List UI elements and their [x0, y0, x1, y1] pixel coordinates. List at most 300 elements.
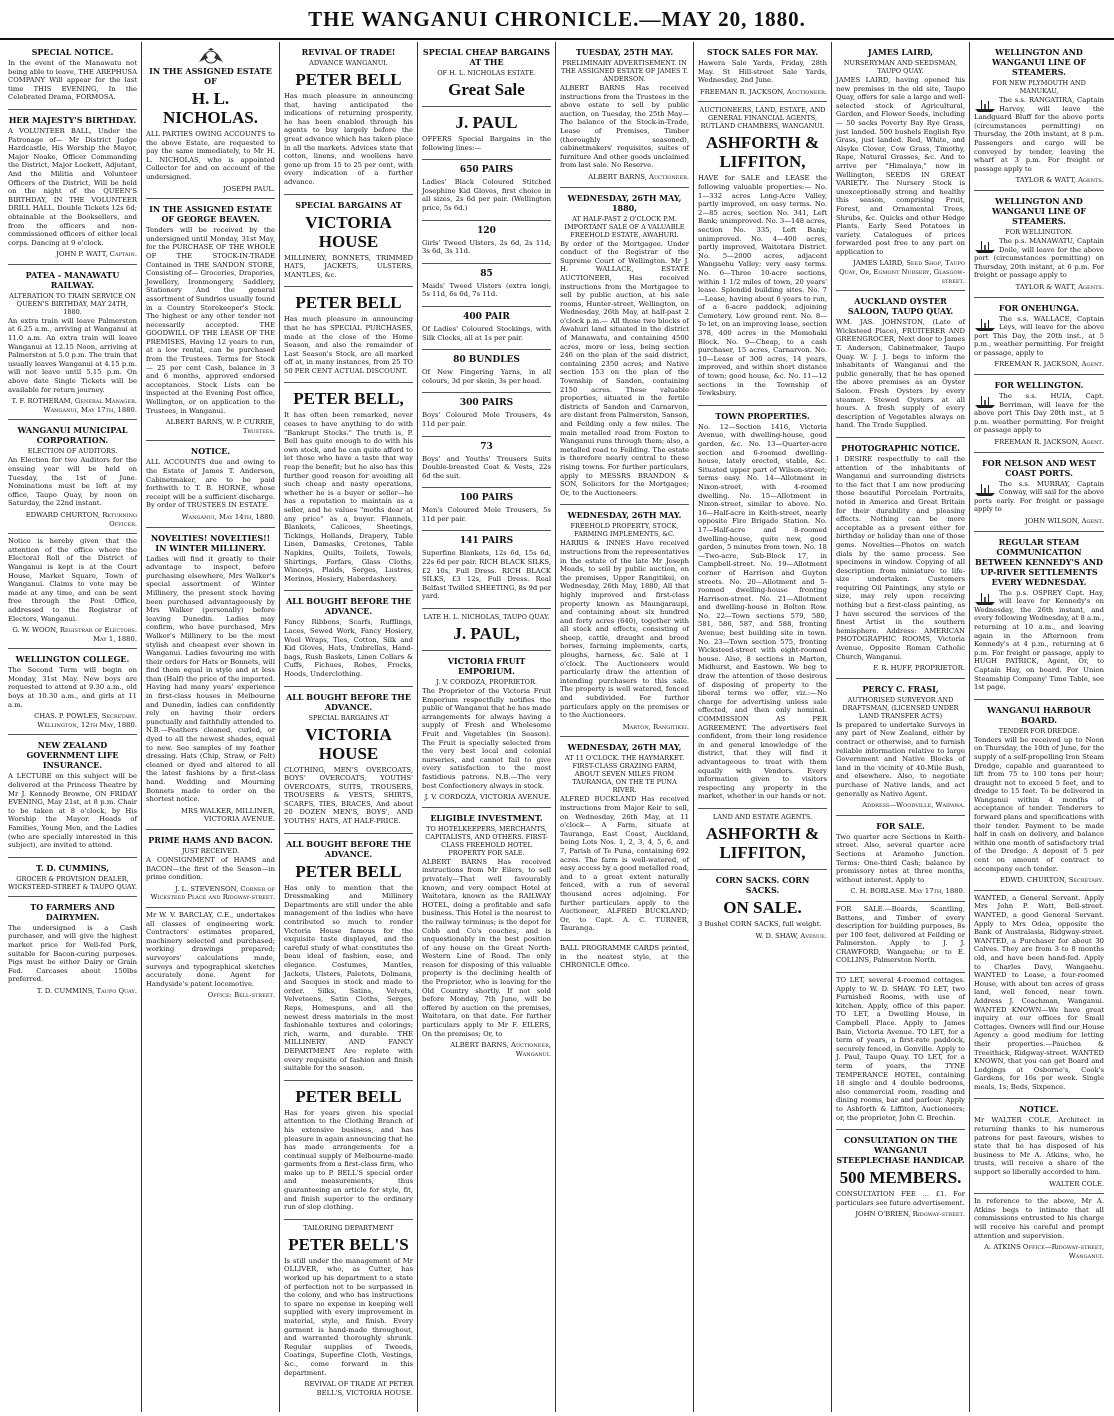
ad-signature: T. D. CUMMINS, Taupo Quay.: [36, 986, 137, 995]
advertisement: [836, 973, 965, 1130]
steamship-icon: [974, 97, 996, 113]
ad-subheading: LAND AND ESTATE AGENTS.: [712, 812, 813, 821]
ad-body: [422, 135, 551, 152]
ad-heading: TOWN PROPERTIES.: [715, 410, 810, 421]
ad-body: [146, 226, 275, 415]
ad-subheading: NURSERYMAN AND SEEDSMAN, TAUPO QUAY.: [843, 59, 958, 75]
ad-body-text: In the event of the Manawatu not being able to leave, THE AREPHUSA COMPANY Will appear for the last time THIS EVENING, In the Celebrated Drama, FORMOSA.: [8, 59, 137, 102]
advertisement: [8, 649, 137, 735]
ad-signature: Address—Woodville, Waipawa.: [862, 801, 965, 810]
advertisement: [974, 42, 1104, 191]
ad-body: [146, 911, 275, 988]
ad-signature: C. H. BORLASE. May 17th, 1880.: [850, 887, 965, 896]
ad-body-text: The s.s. WALLACE, Captain Leys, will leave for the above port This Day, the 20th inst., at 5 p.m., weather permitting. For freight or passage, apply to: [974, 314, 1104, 357]
ad-body: [422, 368, 551, 385]
ad-body: [698, 423, 827, 801]
ad-subheading: FOR NEW PLYMOUTH AND MANUKAU,: [992, 79, 1086, 95]
ad-signature: WALTER COLE.: [1049, 1179, 1104, 1188]
ad-heading: WELLINGTON COLLEGE.: [15, 654, 130, 665]
ad-body: [560, 240, 689, 498]
advertisement: [8, 420, 137, 534]
advertisement: [560, 941, 689, 977]
ad-heading: PATEA - MANAWATU RAILWAY.: [25, 269, 120, 290]
ad-signature: J. V. CORDOZA, VICTORIA AVENUE.: [424, 793, 551, 802]
column-1: [4, 42, 142, 1412]
ad-body: [836, 318, 965, 430]
ad-quantity: 100 PAIRS: [459, 493, 514, 504]
ad-display-title: VICTORIA HOUSE: [305, 212, 392, 251]
ad-signature: FREEMAN R. JACKSON, Agent.: [994, 438, 1104, 447]
ad-body: [836, 76, 965, 256]
advertisement: [836, 291, 965, 438]
advertisement: [284, 834, 413, 1081]
advertisement: [560, 737, 689, 941]
ad-signature: CHAS. P. POWLES, Secretary. Wellington, 12th May, 1880.: [34, 712, 137, 729]
ad-signature: JAMES LAIRD, Seed Shop, Taupo Quay, Or, Egmont Nursery, Glasgow-street.: [839, 259, 965, 285]
advertisement: [974, 298, 1104, 376]
column-4: [418, 42, 556, 1412]
advertisement: [836, 816, 965, 902]
ad-display-title: PETER BELL: [295, 1086, 402, 1106]
advertisement: [8, 110, 137, 265]
ad-body: [422, 282, 551, 299]
advertisement: [698, 102, 827, 405]
advertisement: [974, 191, 1104, 298]
ad-heading: ALL BOUGHT BEFORE THE ADVANCE.: [286, 838, 411, 859]
ad-signature: Marton, Rangitikei.: [622, 722, 689, 731]
advertisement: [284, 195, 413, 288]
ad-body-text: Of Ladies' Coloured Stockings, with Silk Clocks, all at 1s per pair.: [422, 324, 551, 342]
ad-body-text: MILLINERY, BONNETS, TRIMMED HATS, JACKETS, ULSTERS, MANTLES, &c.: [284, 253, 413, 279]
advertisement: [836, 438, 965, 679]
ad-body-text: An Election for two Auditors for the ensuing year will be held on Tuesday, the 1st of June. Nominations must be left at my office, Taupo Quay, by noon on Saturday, the 22nd instant.: [8, 456, 137, 508]
ad-body-text: A CONSIGNMENT of HAMS and BACON—the first of the Season—in prime condition.: [146, 855, 275, 882]
ad-quantity: 141 PAIRS: [459, 536, 514, 547]
ad-body-text: Ladies will find it greatly to their advantage to inspect, before purchasing elsewhere, Mrs Walker's special assortment of Winter Millinery, the present stock having been purchased advantageously by Mrs Walker (personally) before leaving Dunedin. Ladies may confirm, who have purchased, Mrs Walker's Millinery to be the most stylish and cheapest ever shown in Wanganui. Ladies favouring me with their orders for Hats or Bonnets, will find them equal in style and at less than (Half) the price of the imported. Having had many years' experience in first-class houses in Melbourne and Dunedin, ladies can confidently rely on having their orders punctually and faithfully attended to. N.B.—Feathers cleaned, curled, or dyed to all the newest shades, equal to new. See samples of my feather dressing. Hats (Chip, Straw, or Felt) cleaned or dyed and altered to all the latest fashions by a first-class hand. Wedding and Mourning Bonnets made to order on the shortest notice.: [146, 554, 275, 804]
ad-body: [698, 920, 827, 929]
ad-body: [8, 537, 137, 623]
ad-display-title: Great Sale: [448, 80, 525, 99]
column-7: [832, 42, 970, 1412]
ad-display-title: PETER BELL'S: [288, 1234, 409, 1254]
ad-body: [422, 239, 551, 256]
ad-heading: FOR WELLINGTON.: [994, 380, 1084, 391]
ad-body: [422, 455, 551, 481]
ad-heading: ELIGIBLE INVESTMENT.: [430, 812, 543, 823]
ad-heading: WEDNESDAY, 26TH MAY,: [567, 742, 682, 753]
ad-subheading: J. V. CORDOZA, PROPRIETOR.: [436, 678, 537, 687]
ad-display-title: J. PAUL,: [453, 624, 520, 644]
ad-body-text: HARRIS & INNES Have received instructions from the representatives in the estate of the late Mr Joseph Meads, to sell by public auction, on the premises, Upper Rangitikei, on Wednesday, 26th May, 1880, All that highly improved and first-class property known as Maungaraupi, and containing about six hundred and forty acres (640), together with all stock and effects, consisting of sheep, cattle, draught and brood horses, farming implements, carts, ploughs, harness, &c. Sale at 1 o'clock. The Auctioneers would particularly draw the attention of intending purchasers to this sale. The property is well watered, fenced and subdivided. For further particulars apply on the premises or to the Auctioneers.: [560, 539, 689, 720]
ad-subheading: AUCTIONEERS, LAND, ESTATE, AND GENERAL FINANCIAL AGENTS, RUTLAND CHAMBERS, WANGANUI.: [699, 106, 826, 131]
ad-body: [284, 1109, 413, 1212]
ad-body: [974, 589, 1104, 692]
ad-body: [698, 174, 827, 397]
ad-body-text: A VOLUNTEER BALL, Under the Patronage of— Mr District Judge Hardcastle, His Worship the Mayor, Major Noake, Officer Commanding the District, Major Lockett, Adjutant, And the Militia and Volunteer Officers of the District, Will be held on the night of the QUEEN'S BIRTHDAY, IN THE VOLUNTEER DRILL HALL. Double Tickets 12s 6d; obtainable at the Booksellers, and from the officers and non-commissioned officers of either local corps. Dancing at 9 o'clock.: [8, 126, 137, 247]
ad-body: [146, 130, 275, 182]
ad-body: [836, 721, 965, 798]
ad-body: [974, 392, 1104, 435]
ad-body-text: Is prepared to undertake Surveys in any part of New Zealand, either by contract or otherwise, and to furnish reliable information relative to large Government and Native Blocks of land in the vicinity of 40-Mile Bush, and elsewhere. Also, to negotiate purchase of Native lands, and act generally as Native Agent.: [836, 720, 965, 798]
ad-heading: NOVELTIES! NOVELTIES!! IN WINTER MILLINERY.: [150, 532, 271, 553]
ad-subheading: ELECTION OF AUDITORS.: [27, 447, 118, 456]
ad-body-text: Has for years given his special attention to the Clothing Branch of his extensive business, and has pleasure in again announcing that he has made arrangements for a continual supply of Melbourne-made garments from a first-class firm, who make up to P. BELL'S special order and measurements, thus guaranteeing an article for style, fit, and finish superior to the ordinary run of slop clothing.: [284, 1108, 413, 1212]
ad-body-text: An extra train will leave Palmerston at 6.25 a.m., arriving at Wanganui at 11.0 a.m. An extra train will leave Wanganui at 12.15 Noon, arriving at Palmerston at 5.0 p.m. The train that usually leaves Wanganui at 4.15 p.m. will not leave until 5.15 p.m. On above date Single Tickets will be available for return journey.: [8, 316, 137, 394]
advertisement: [698, 42, 827, 102]
ad-body-text: I DESIRE respectfully to call the attention of the inhabitants of Wanganui and surrounding districts to the fact that I am now producing those beautiful Porcelain Portraits, noted in America and Great Britain for their durability and pleasing effects. Nothing can be more acceptable as a present either for birthday or holiday than one of those gems. Novelties—Photos on watch dials by the same process. See specimens in window. Copying of all description from miniature to life-size undertaken. Customers requiring Oil Paintings, any style or size, may rely upon receiving nothing but a first-class painting, as I have secured the services of the finest Artist in the southern hemisphere. Address: AMERICAN PHOTOGRAPHIC ROOMS, Victoria Avenue, Opposite Roman Catholic Church, Wanganui.: [836, 454, 965, 661]
ad-signature: Office: Bell-street.: [207, 991, 275, 1000]
advertisement: [560, 42, 689, 188]
advertisement: [146, 830, 275, 908]
ad-body: [146, 555, 275, 804]
ad-body-text: Is still under the management of Mr OLLIVER, who, as Cutter, has worked up his department to a state of perfection not to be surpassed in the colony, and who has instructions to spare no expense in keeping well supplied with every improvement in material, style, and finish. Every garment is hand-made throughout, and warranted thoroughly shrunk. Regular supplies of Tweeds, Coatings, Superfine Cloth, Vestings, &c., come forward in this department.: [284, 1256, 413, 1377]
ad-body-text: FOR SALE.—Boards, Scantling, Battens, and Timber of every description for building purposes, 8s per 100 feet, delivered at Feilding or Palmerston. Apply to J. J. CRAWFORD, Wangaehu; or to E. COLLINS, Palmerston North.: [836, 904, 965, 965]
advertisement: [146, 42, 275, 199]
advertisement: [8, 534, 137, 649]
column-8: [970, 42, 1108, 1412]
ad-heading: FOR ONEHUNGA.: [998, 302, 1080, 313]
advertisement: [284, 1220, 413, 1403]
ad-signature: TAYLOR & WATT, Agents.: [1015, 176, 1104, 185]
ad-body: [8, 666, 137, 709]
advertisement: [146, 528, 275, 830]
ad-subheading: GROCER & PROVISION DEALER, WICKSTEED-STREET & TAUPO QUAY.: [8, 874, 137, 891]
advertisement: [698, 809, 827, 870]
ad-signature: FREEMAN R. JACKSON, Auctioneer.: [699, 87, 827, 96]
ad-body: [422, 411, 551, 428]
ad-signature: A. ATKINS Office—Ridgway-street, Wanganui.: [984, 1243, 1104, 1260]
ad-body-text: No. 12—Section 1416, Victoria Avenue, with dwelling-house, good garden, &c. No. 13—Quarter-acre section and 6-roomed dwelling-house, lately erected, stable, &c. Situated upper part of Wilson-street; terms easy. No. 14—Allotment in Nixon-street, with 4-roomed dwelling. No. 15—Allotment in Nixon-street, similar to above. No. 16—Half-acre in Keith-street, nearly opposite Fire Brigade Station. No. 17—Half-acre and 8-roomed dwelling-house, quite new, good garden, 5 minutes from town. No. 18—Two-acre, Sub-Block 17, in Campbell-street. No. 19—Allotment corner of Harrison and Guyton streets. No. 20—Allotment and 5-roomed dwelling-house fronting Harrison-street. No. 21—Allotment and dwelling-house in Bolton Row. No. 22—Town sections 579, 580, 581, 586, 587, and 588, fronting Avenue; best building site in town. No. 23—Town section 575, fronting Wicksteed-street with eight-roomed house. Also, 8 sections in Marton, Midhurst, and Eastown. We beg to draw the attention of those desirous of disposing of property to the liberal terms we offer, viz.:—No charge for advertising unless sale effected, and then only nominal. COMMISSION AS PER AGREEMENT. The advertisers feel confident, from their long residence in and general knowledge of the district, that they will find it advantageous to treat with them equally with Vendors. Every information given to visitors respecting any property in the market, whether in our hands or not.: [698, 422, 827, 801]
advertisement: [974, 700, 1104, 891]
advertisement: [836, 42, 965, 291]
ad-body-text: Maids' Tweed Ulsters (extra long), 5s 11d, 6s 6d, 7s 11d.: [422, 281, 551, 299]
advertisement: [284, 287, 413, 383]
ad-body-text: Girls' Tweed Ulsters, 2s 6d, 2s 11d, 3s 6d, 3s 11d.: [422, 238, 551, 256]
ad-body-text: Has only to mention that the Dressmaking and Millinery Departments are still under the able management of the ladies who have contributed so much to render Victoria House famous for the exquisite taste displayed, and the careful study of what constitutes the beau ideal of fashion, ease, and elegance. Costumes, Mantles, Jackets, Ulsters, Paletots, Dolmans, and Sacques in stock and made to order. Silks, Satins, Velvets, Velveteens, Satin Cloths, Serges, Reps, Homespuns, and all the newest dress materials in the most fashionable textures and colorings; rich, warm, and durable. THE MILLINERY AND FANCY DEPARTMENT Are replete with every requisite of fashion and finish suitable for the season.: [284, 883, 413, 1073]
ad-body-text: Superfine Blankets, 12s 6d, 15s 6d, 22s 6d per pair. RICH BLACK SILKS, £2 10s, Full Dress. RICH BLACK SILKS, £3 12s, Full Dress. Real Belfast Twilled SHEETING, 8s 9d per yard.: [422, 549, 551, 601]
ad-quantity: 85: [480, 268, 493, 279]
advertisement: [8, 42, 137, 110]
ad-body: [422, 687, 551, 790]
ad-heading: SPECIAL NOTICE.: [31, 47, 114, 57]
newspaper-columns: [4, 42, 1110, 1412]
ad-heading: PERCY C. FRASI,: [862, 683, 939, 694]
ad-body-text: Two quarter acre Sections in Keith-street. Also, several quarter acre Sections at Aramoho Junction. Terms: One-third Cash; balance by promissory notes at three months, without interest. Apply to: [836, 832, 965, 884]
ad-body: [422, 506, 551, 523]
ad-body-text: CLOTHING, MEN'S OVERCOATS, BOYS' OVERCOATS, YOUTHS' OVERCOATS, SUITS, TROUSERS, TROUSERS & VESTS, SHIRTS, SCARFS, TIES, BRACES, And about 20 DOZEN MEN'S, BOYS', AND YOUTHS' HATS, AT HALF-PRICE.: [284, 765, 413, 826]
ad-body: [974, 480, 1104, 514]
advertisement: [284, 591, 413, 686]
ad-body-text: ALBERT BARNS Has received instructions from Mr Eilers, to sell privately—That well favourably known, and very compact Hotel at Waitotara, known as the RAILWAY HOTEL, doing a profitable and safe business. This Hotel is the nearest to the railway terminus; is the depot for Cobb and Co's coaches, and is unquestionably in the best position of any house on the Great North-Western Line of Road. The only reason for disposing of this valuable property is the declining health of the Proprietor, who is leaving for the Old Country shortly. If not sold before Monday, 7th June, will be offered by auction on the premises, Waitotara, on that date. For further particulars apply to Mr F. EILERS, On the premises; Or, to: [422, 857, 551, 1038]
steamship-icon: [974, 316, 996, 332]
ad-body-text: The undersigned is a Cash purchaser, and will give the highest market price for Well-fed Pork, suitable for Bacon-curing purposes. Pigs must be either Dairy or Grain Fed. Carcases about 150lbs preferred.: [8, 923, 137, 984]
ad-signature: ALBERT BARNS, W. P. CURRIE, Trustees.: [165, 418, 275, 435]
ad-body-text: The p.s. MANAWATU, Captain Doile, will leave for the above port (circumstances permitting) on Thursday, 20th instant, at 6 p.m. For freight or passage apply to: [974, 236, 1104, 280]
ad-body-text: Notice is hereby given that the attention of the office where the Electoral Roll of the District of Wanganui is kept is at the Court House, Market Square, Town of Wanganui. Claims to vote may be made at any time, and can be sent free through the Post Office, addressed to the Registrar of Electors, Wanganui.: [8, 537, 137, 623]
advertisement: [284, 687, 413, 834]
ad-heading: REGULAR STEAM COMMUNICATION BETWEEN KENNEDY'S AND UP-RIVER SETTLEMENTS EVERY WEDNESDAY.: [975, 536, 1103, 587]
ad-display-title: J. PAUL: [455, 113, 518, 132]
ad-quantity: 650 PAIRS: [459, 165, 514, 176]
ad-heading: CONSULTATION ON THE WANGANUI STEEPLECHASE HANDICAP.: [836, 1135, 965, 1166]
ad-body-text: Has much pleasure in announcing that he has SPECIAL PURCHASES, made at the close of the Home Season, and also the remainder of Last Season's Stock, are all marked off at, in many instances, from 25 TO 50 PER CENT ACTUAL DISCOUNT.: [284, 315, 413, 375]
column-6: [694, 42, 832, 1412]
ad-heading: WANGANUI MUNICIPAL CORPORATION.: [17, 425, 128, 446]
ad-heading: NOTICE.: [190, 446, 231, 457]
masthead-title: THE WANGANUI CHRONICLE.—MAY 20, 1880.: [0, 0, 1114, 40]
ad-heading: ALL BOUGHT BEFORE THE ADVANCE.: [286, 596, 411, 617]
ad-body: [8, 772, 137, 849]
advertisement: [422, 350, 551, 393]
ad-body-text: In reference to the above, Mr A. Atkins begs to intimate that all commissions entrusted to his charge will receive his careful and prompt attention and supervision.: [974, 1197, 1104, 1240]
ad-body: [284, 884, 413, 1073]
ad-heading: WELLINGTON AND WANGANUI LINE OF STEAMERS.: [991, 47, 1087, 77]
advertisement: [422, 651, 551, 808]
ad-body: [146, 458, 275, 510]
ad-subheading: LATE H. L. NICHOLAS, TAUPO QUAY.: [423, 613, 550, 622]
ad-body: [836, 833, 965, 885]
advertisement: [422, 488, 551, 531]
royal-crest-icon: [196, 48, 226, 64]
advertisement: [422, 160, 551, 220]
advertisement: [974, 375, 1104, 453]
advertisement: [422, 107, 551, 160]
ad-subheading: JUST RECEIVED.: [181, 846, 240, 855]
ad-heading: HER MAJESTY'S BIRTHDAY.: [8, 114, 137, 125]
ad-heading: NEW ZEALAND GOVERNMENT LIFE INSURANCE.: [26, 740, 119, 771]
ad-subheading: ALTERATION TO TRAIN SERVICE ON QUEEN'S BIRTHDAY, MAY 24TH, 1880.: [9, 291, 136, 316]
ad-subheading: ADVANCE WANGANUI.: [309, 59, 388, 67]
steamship-icon: [974, 393, 996, 409]
ad-heading: FOR SALE.: [876, 820, 925, 831]
ad-signature: JOSEPH PAUL.: [223, 184, 275, 193]
ad-heading: AUCKLAND OYSTER SALOON, TAUPO QUAY.: [847, 296, 954, 317]
advertisement: [974, 453, 1104, 532]
ad-body: [560, 539, 689, 719]
column-2: [142, 42, 280, 1412]
ad-display-title: PETER BELL,: [293, 389, 404, 409]
ad-display-title: ASHFORTH & LIFFITON,: [705, 133, 820, 172]
ad-body-text: The s.s. HUIA, Capt. Berriman, will leave for the above port This Day 20th inst., at 5 p.m. weather permitting. For freight or passage apply to: [974, 392, 1104, 435]
ad-body-text: Mr W. V. BARCLAY, C.E., undertakes all classes of engineering work. Contractors' estimates prepared, machinery selected and purchased; working drawings prepared; surveyors' calculations made, surveys and typographical sketches accurately done. Agent for Handyside's patent locomotive.: [146, 910, 275, 988]
ad-signature: JOHN O'BRIEN, Ridgway-street.: [855, 1210, 965, 1219]
ad-heading: ALL BOUGHT BEFORE THE ADVANCE.: [286, 691, 411, 712]
ad-quantity: 73: [480, 441, 493, 452]
ad-body: [284, 1257, 413, 1377]
column-5: [556, 42, 694, 1412]
ad-body-text: Hawera Sale Yards, Friday, 28th May. St Hill-street Sale Yards, Wednesday, 2nd June.: [698, 59, 827, 85]
ad-body-text: By order of the Mortgagee. Under conduct of the Registrar of the Supreme Court of Wellington. Mr J. H. WALLACE, ESTATE AUCTIONEER, Has received instructions from the Mortgagee to sell by public auction, at his sale rooms, Hunter-street, Wellington, on Wednesday, 26th May, at half-past 2 o'clock p.m.— All those two blocks of Awahuri land situated in the district of Manawatu, and containing 4500 acres, more or less, being section 246 on the plan of the said district, containing 2350 acres; and Native section 153 on the plan of the Township of Sandon, containing 2150 acres. These valuable properties, situated in the fertile districts of Sandon and Carnarvon, are distant from Palmerston, Sanson, and Feilding only a few miles. The main metalled road from Foxton to Wanganui runs through them; also, a metalled road to Feilding. The estate is therefore nearly central to these rising towns. For further particulars, apply to MESSRS BRANDON & SON, Solicitors for the Mortgagee; Or, to the Auctioneers.: [560, 239, 689, 497]
ad-display-title: PETER BELL: [295, 293, 402, 313]
ad-body-text: HAVE for SALE and LEASE the following valuable properties:— No. 1—332 acres Long-Acre Valley, partly improved, on easy terms. No. 2—85 acres, section No. 341, Left Bank; unimproved. No. 3—148 acres, section No. 335, Left Bank; unimproved. No. 4—400 acres, partly improved, Waitotara District. No. 5—2000 acres, adjacent Wangaehu Valley; very easy terms. No. 6—Three 10-acre sections, within 1 1/2 miles of town, 20 years' lease. Splendid building sites. No. 7—Lease, having about 6 years to run, of a 6-acre paddock, adjoining Cemetery. Low ground rent. No. 8—To let, on an improving lease, section 378, 400 acres in the Momohaki Block. No. 9—Cheap, to a cash purchaser, 15 acres, Carnarvon. No. 10—Lease of 300 acres, 14 years, improved, and within short distance of town; good house, &c. No. 11—12 sections in the Township of Tewksbury.: [698, 174, 827, 398]
ad-subheading: TO HOTELKEEPERS, MERCHANTS, CAPITALISTS, AND OTHERS. FIRST-CLASS FREEHOLD HOTEL PROPERTY FOR SALE.: [425, 824, 548, 857]
ad-body: [974, 237, 1104, 280]
advertisement: [8, 265, 137, 421]
ad-subheading: FOR WELLINGTON.: [1005, 227, 1073, 236]
ad-body-text: Boys' and Youths' Trousers Suits Double-breasted Coat & Vests, 22s 6d the suit.: [422, 454, 551, 480]
ad-body-text: Fancy Ribbons, Scarfs, Rufflings, Laces, Sewed Work, Fancy Hosiery, Wool Wraps, Ties, Cotton, Silk and Kid Gloves, Hats, Umbrellas, Hand-bags, Rush Baskets, Linen Collars & Cuffs, Fichues, Robes, Frocks, Hoods, Underclothing.: [284, 618, 413, 678]
ad-body-text: The p.s. OSPREY Capt. Hay, will leave for Kennedy's on Wednesday, the 26th instant, and every following Wednesday, at 8 a.m., returning at 10 a.m., and leaving again in the Afternoon from Kennedy's at 4 p.m., returning at 6 p.m. For freight or passage, apply to HUGH PATRICK, Agent, Or, to Captain Hay, on board. For Union Steamship Company' Time Table, see 1st page.: [974, 588, 1104, 692]
ad-body: [8, 59, 137, 102]
ad-signature: F. R. HUFF, PROPRIETOR.: [873, 664, 965, 673]
ad-signature: FREEMAN R. JACKSON, Agent.: [994, 360, 1104, 369]
ad-signature: ALBERT BARNS, Auctioneer.: [588, 172, 689, 181]
advertisement: [422, 264, 551, 307]
advertisement: [422, 808, 551, 1064]
ad-body: [284, 766, 413, 826]
ad-display-title: PETER BELL: [295, 861, 402, 881]
ad-body-text: Men's Coloured Mole Trousers, 5s 11d per pair.: [422, 506, 551, 523]
ad-signature: JOHN WILSON, Agent.: [1024, 517, 1104, 525]
advertisement: [146, 908, 275, 1005]
ad-body-text: Mr WALTER COLE, Architect in returning thanks to his numerous patrons for past favours, wishes to state that he has disposed of his business to Mr A. Atkins, who, he trusts, will receive a share of the support so liberally accorded to him.: [974, 1116, 1104, 1177]
advertisement: [422, 609, 551, 651]
ad-heading: IN THE ASSIGNED ESTATE OF: [149, 66, 272, 86]
ad-body: [974, 894, 1104, 1092]
ad-body-text: It has often been remarked, never ceases to have anything to do with "Bankrupt Stocks." The truth is, P. Bell has quite enough to do with his own stock, and he can quite afford to let those who have a taste that way reap the benefit; but he also has this further good reason for avoiding all such cheap and nasty operations, whether he is a buyer or seller—he has a reputation to maintain as a seller, and he values "moths dear at any price" as a buyer. Flannels, Blankets, Calicoes, Sheetings, Tickings, Hollands, Drapery, Table Linen, Damasks, Cretones, Table Napkins, Quilts, Toilets, Towels, Shirtings, Forfars, Glass Cloths, Winceys, Plaids, Serges, Lustres, Merinos, Hosiery, Haberdashery.: [284, 411, 413, 583]
ad-heading: FOR NELSON AND WEST COAST PORTS.: [981, 457, 1096, 478]
ad-body-text: The s.s. RANGATIRA, Captain Harvey, will leave the Landguard Bluff for the above ports (circumstances permitting) on Thursday, the 20th instant, at 8 p.m. Passengers and cargo will be conveyed by tender, leaving the wharf at 3 p.m. For freight or passage apply to: [974, 96, 1104, 173]
steamship-icon: [974, 590, 996, 606]
ad-subheading: AT HALF-PAST 2 O'CLOCK P.M. IMPORTANT SALE OF A VALUABLE FREEHOLD ESTATE, AWAHURI.: [564, 214, 685, 239]
ad-body-text: Tenders will be received by the undersigned until Monday, 31st May, for the PURCHASE OF THE WHOLE OF THE STOCK-IN-TRADE Contained in THE SANDON STORE, Consisting of— Groceries, Drapories, Jewellery, Ironmongery, Saddlery, Stationery And the general assortment of Sundries usually found in a Country Storekeeper's Stock. The highest or any other tender not necessarily accepted. THE GOODWILL OF THE LEASE OF THE PREMISES, Having 12 years to run, at a low rental, can be purchased from the Trustees. Terms for Stock — 25 per cent Cash, balance in 3 and 6 months, approved endorsed acceptances. Stock Lists can be inspected at the Evening Post office, Wellington, or on application to the Trustees, in Wanganui.: [146, 226, 275, 415]
advertisement: [422, 393, 551, 436]
advertisement: [8, 897, 137, 1001]
ad-body: [974, 1197, 1104, 1240]
advertisement: [698, 870, 827, 945]
ad-heading: TUESDAY, 25TH MAY.: [575, 47, 674, 57]
ad-body: [284, 315, 413, 375]
ad-body: [974, 96, 1104, 173]
ad-body: [8, 127, 137, 247]
ad-display-title: 500 MEMBERS.: [839, 1168, 962, 1188]
ad-body: [974, 315, 1104, 358]
ad-signature: MRS WALKER, MILLINER, VICTORIA AVENUE.: [181, 806, 275, 824]
ad-subheading: FREEHOLD PROPERTY, STOCK, FARMING IMPLEMENTS, &C.: [570, 522, 679, 539]
ad-signature: REVIVAL OF TRADE AT PETER BELL'S, VICTORIA HOUSE.: [304, 1380, 413, 1397]
ad-body: [8, 317, 137, 394]
advertisement: [698, 406, 827, 809]
ad-body-text: A LECTURE on this subject will be delivered at the Princess Theatre by Mr J. Kennedy Browne, ON FRIDAY EVENING, May 21st, at 8 p.m. Chair to be taken at 8 o'clock, by His Worship the Mayor. Heads of Families, Young Men, and the Ladies (who are specially interested in this subject), are invited to attend.: [8, 772, 137, 850]
ad-heading: WELLINGTON AND WANGANUI LINE OF STEAMERS.: [991, 195, 1087, 226]
ad-subheading: AUTHORISED SURVEYOR AND DRAFTSMAN, (LICENSED UNDER LAND TRANSFER ACTS): [842, 695, 959, 720]
advertisement: [974, 891, 1104, 1100]
ad-body-text: Boys' Coloured Mole Trousers, 4s 11d per pair.: [422, 411, 551, 428]
ad-display-title: ON SALE.: [723, 897, 802, 917]
ad-body: [560, 84, 689, 170]
ad-body: [422, 858, 551, 1038]
ad-body-text: WANTED, a General Servant. Apply Mrs John P. Watt, Bell-street. WANTED, a good General Servant. Apply to Mrs Odea, opposite the Bank of Australasia, Ridgway-street. WANTED, a Purchaser for about 30 Calves. They are from 3 to 8 months old, and have been hand-fed. Apply to Charles Davy, Wangaehu. WANTED to Lease, a four-roomed House, with about ten acres of grass land, well fenced, near town. Address J. Coachman, Wanganui. WANTED KNOWN—We have great inquiry at our offices for Small Cottages. Owners will find our House Agency a good medium for letting their properties.—Pauchea & Treeithick, Ridgway-street. WANTED KNOWN, that you can get Board and Lodgings at Osborne's, Cook's Gardens, for 16s per week. Single meals, 1s; Beds, Sixpence.: [974, 893, 1104, 1091]
ad-signature: JOHN P. WATT, Captain.: [56, 250, 137, 259]
ad-body: [284, 254, 413, 280]
ad-body-text: Ladies' Black Coloured Stitched Josephine Kid Gloves, first choice in all sizes, 2s 6d per pair. (Wellington price, 5s 6d.): [422, 178, 551, 212]
ad-body: [560, 795, 689, 933]
ad-heading: IN THE ASSIGNED ESTATE OF GEORGE BEAVEN.: [149, 204, 272, 225]
advertisement: [560, 188, 689, 506]
ad-signature: ALBERT BARNS, Auctioneer, Wanganui.: [450, 1041, 551, 1058]
ad-heading: NOTICE.: [1019, 1104, 1059, 1115]
ad-body: [836, 905, 965, 965]
ad-body: [836, 1190, 965, 1207]
ad-body: [698, 59, 827, 85]
advertisement: [836, 902, 965, 973]
ad-body-text: Of New Fingering Yarns, in all colours, 3d per skein, 3s per head.: [422, 368, 551, 385]
ad-heading: WANGANUI HARBOUR BOARD.: [987, 704, 1091, 725]
ad-display-title: ASHFORTH & LIFFITON,: [705, 823, 820, 862]
ad-signature: T. F. ROTHERAM, General Manager. Wanganui, May 17th, 1880.: [11, 397, 137, 414]
ad-heading: TO FARMERS AND DAIRYMEN.: [30, 901, 115, 922]
ad-quantity: 80 BUNDLES: [453, 355, 520, 366]
ad-body-text: ALL PARTIES OWING ACCOUNTS to the above Estate, are requested to pay the same immediately, to Mr H. L. NICHOLAS, who is appointed Collector for and on account of the undersigned.: [146, 130, 275, 181]
ad-body-text: JAMES LAIRD, having opened his new premises in the old site, Taupo Quay, offers for sale a large and well-selected stock of Agricultural, Garden, and Flower Seeds, including— 50 sacks Poverty Bay Rye Grass, just landed. 500 bushels English Rye Grass, just landed. Red, White, and Alsyke Clover, Cow Grass, Timothy, Rape, Natural Grasses, &c. And to arrive per "Himalaya," now in Wellington, SEEDS IN GREAT VARIETY. The Nursery Stock is unexceptionally strong and healthy this season, comprising Fruit, Forest, and Ornamental Trees, Shrubs, &c. Quicks and other Hedge Plants. Early Seed Potatoes in variety. Catalogues of prices forwarded post free to any part on application to: [836, 76, 965, 256]
advertisement: [974, 1194, 1104, 1265]
ad-heading: T. D. CUMMINS,: [35, 862, 110, 873]
ad-subheading: TENDER FOR DREDGE.: [998, 726, 1080, 735]
ad-body: [422, 325, 551, 342]
advertisement: [836, 679, 965, 816]
ad-body-text: 3 Bushel CORN SACKS, full weight.: [698, 919, 822, 928]
ad-body-text: TO LET, several 4-roomed cottages. Apply to W. D. SHAW. TO LET, two Furnished Rooms, with use of kitchen. Apply, office of this paper. TO LET, a Dwelling House, in Campbell Place. Apply to James Bain, Victoria Avenue. TO LET, for a term of years, a first-rate paddock, securely fenced, in Gonville. Apply to J. Paul, Taupo Quay. TO LET, for a term of years, the TYNE TEMPERANCE HOTEL, containing 18 single and 4 double bedrooms, also commercial room, reading and dining rooms, bar and parlour. Apply to Ashforth & Liffiton, Auctioneers; or, the proprietor, John C. Brechin.: [836, 976, 965, 1122]
advertisement: [284, 1081, 413, 1220]
ad-subheading: TAILORING DEPARTMENT: [303, 1223, 394, 1232]
ad-heading: JAMES LAIRD,: [867, 47, 934, 57]
ad-body: [8, 924, 137, 984]
ad-body: [974, 736, 1104, 874]
ad-body-text: ALL ACCOUNTS due and owing to the Estate of James T. Anderson, Cabinetmaker, are to be paid forthwith to T. B. HORNE, whose receipt will be a sufficient discharge. By order of TRUSTEES IN ESTATE.: [146, 458, 275, 510]
ad-body-text: WM. JAS. JOHNSTON, (Late of Wicksteed Place), FRUITERER AND GREENGROCER, Next door to James T. Anderson, Cabinetmaker, Taupo Quay. W. J. J. begs to inform the inhabitants of Wanganui and the public generally, that he has opened the above premises as an Oyster Saloon. Fresh Oysters by every steamer. Stewed Oysters at all hours. A fresh supply of every description of Vegetables always on hand. The Trade Supplied.: [836, 318, 965, 430]
ad-heading: VICTORIA FRUIT EMPORIUM.: [447, 656, 526, 677]
ad-body: [8, 456, 137, 508]
ad-heading: WEDNESDAY, 26TH MAY, 1880,: [567, 192, 682, 213]
column-3: [280, 42, 418, 1412]
ad-body-text: ALBERT BARNS Has received instructions from the Trustees in the above estate to sell by public auction, on Tuesday, the 25th May— The balance of the Stock-in-Trade, Lease of Premises, Timber (thoroughly seasoned), cabinetmakers' requisites, suites of furniture And other goods unclaimed from last sale. No Reserve.: [560, 84, 689, 170]
ad-body: [422, 178, 551, 212]
steamship-icon: [974, 238, 996, 254]
ad-signature: G. W. WOON, Registrar of Electors. May 1, 1880.: [12, 626, 137, 643]
ad-display-title: H. L. NICHOLAS.: [163, 89, 258, 127]
ad-subheading: OF H. L. NICHOLAS ESTATE.: [437, 69, 536, 77]
ad-heading: WEDNESDAY, 26TH MAY.: [567, 510, 682, 521]
ad-signature: J. L. STEVENSON, Corner of Wicksteed Place and Ridgway-street.: [150, 884, 275, 902]
ad-body-text: ALFRED BUCKLAND Has received instructions from Major Keir to sell, on Wednesday, 26th May, at 11 o'clock— A Farm, situate at Tauranga, East Coast, Auckland, being Lots Nos. 1, 2, 3, 4, 5, 6, and 7, Parish of Te Puna, containing 692 acres. The farm is well-watered, of easy access by a good metalled road, and to a great extent naturally fenced, with a run of several thousand acres adjoining. For further particulars apply to the Auctioneer, ALFRED BUCKLAND; Or, to Capt. A. C. TURNER, Tauranga.: [560, 795, 689, 933]
advertisement: [560, 505, 689, 737]
ad-body: [422, 549, 551, 601]
advertisement: [284, 383, 413, 591]
advertisement: [422, 437, 551, 489]
ad-signature: TAYLOR & WATT, Agents.: [1015, 282, 1104, 291]
ad-body: [284, 618, 413, 678]
ad-body-text: The Proprietor of the Victoria Fruit Emporium respectfully notifies the public of Wanganui that he has made arrangements for always having a supply of Fresh and Wholesome Fruit and Vegetables (in Season). The Fruit is specially selected from the very best local and colonial nurseries, and cannot fail to give every satisfaction to the most fastidious patrons. N.B.—The very best Confectionery always in stock.: [422, 687, 551, 790]
advertisement: [8, 735, 137, 857]
ad-heading: PRIME HAMS AND BACON.: [148, 834, 273, 845]
ad-signature: Wanganui, May 14th, 1880.: [181, 512, 275, 521]
advertisement: [422, 307, 551, 350]
ad-body-text: The s.s. MURRAY, Captain Conway, will sail for the above ports early. For freight or passage apply to: [974, 479, 1105, 514]
ad-display-title: PETER BELL: [295, 70, 402, 89]
ad-quantity: 300 PAIRS: [459, 398, 514, 409]
ad-subheading: SPECIAL BARGAINS AT: [308, 713, 389, 722]
ad-quantity: 400 PAIR: [463, 311, 510, 322]
advertisement: [146, 441, 275, 527]
ad-body: [146, 856, 275, 882]
ad-body-text: OFFERS Special Bargains in the following lines:—: [422, 135, 551, 152]
ad-heading: STOCK SALES FOR MAY.: [706, 47, 819, 57]
ad-body-text: CONSULTATION FEE ... £1. For particulars see future advertisement.: [836, 1190, 965, 1207]
ad-heading: CORN SACKS. CORN SACKS.: [715, 874, 810, 895]
advertisement: [422, 42, 551, 107]
ad-body: [974, 1116, 1104, 1176]
ad-body: [284, 92, 413, 187]
